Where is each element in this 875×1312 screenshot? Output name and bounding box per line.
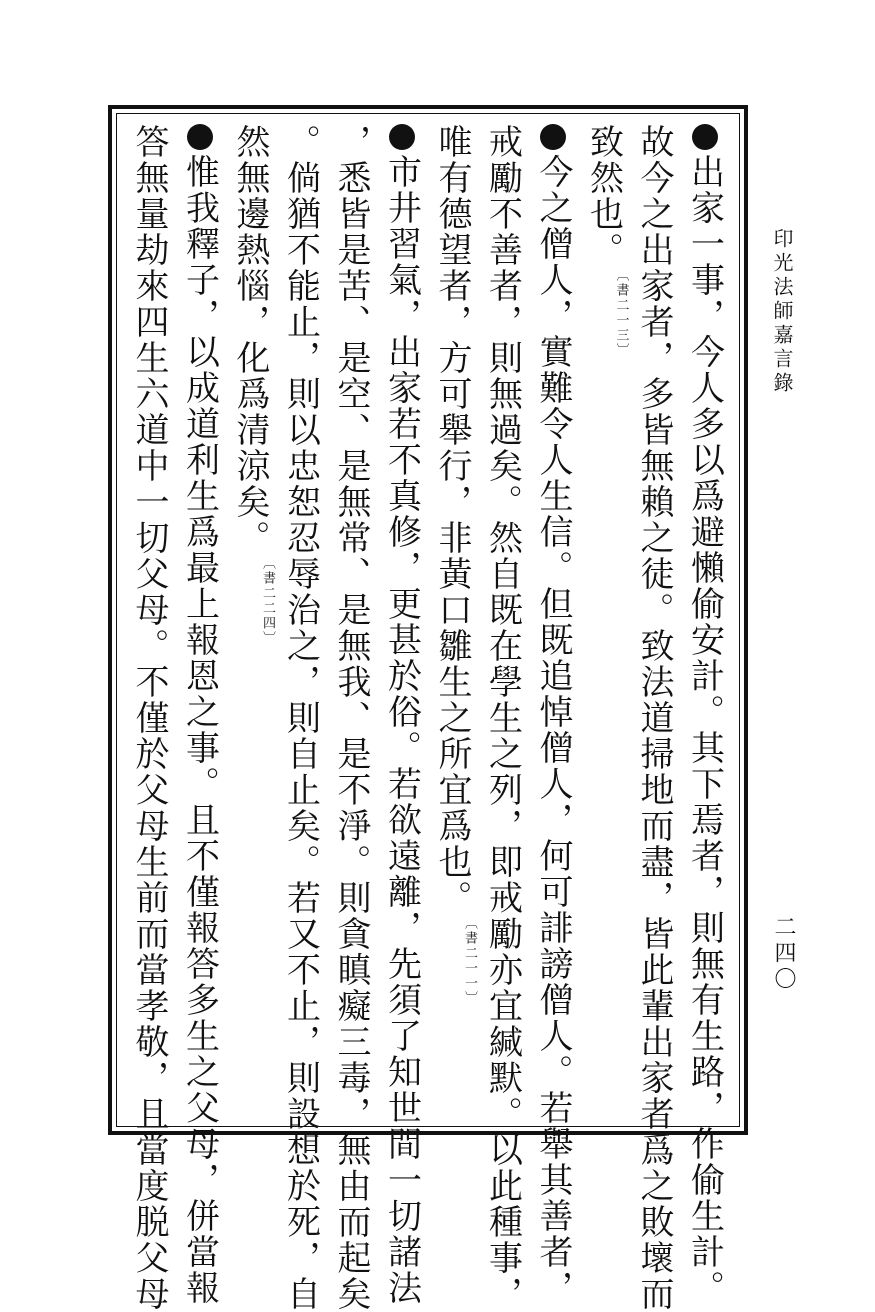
text-column <box>629 124 679 1312</box>
text-column <box>427 124 477 1006</box>
running-header: 印光法師嘉言錄 <box>770 228 794 396</box>
text-column <box>276 124 326 1312</box>
text-column <box>124 124 174 1312</box>
text-column <box>175 124 225 1306</box>
column-text: 出家一事，今人多以爲避懶偷安計。其下焉者，則無有生路，作偷生計。 <box>684 154 725 1306</box>
column-text: 然無邊熱惱，化爲清涼矣。 <box>230 124 270 556</box>
text-column <box>377 124 427 1306</box>
bullet-dot-icon <box>389 124 415 150</box>
column-text: 戒勵不善者，則無過矣。然自既在學生之列，即戒勵亦宜緘默。以此種事， <box>482 124 523 1312</box>
text-column <box>579 124 629 358</box>
source-note: 〔書二一一〕 <box>462 916 477 1006</box>
source-note: 〔書二一三〕 <box>613 268 629 358</box>
column-text: 唯有德望者，方可舉行，非黃口雛生之所宜爲也。 <box>432 124 472 916</box>
text-column <box>528 124 578 1306</box>
bullet-dot-icon <box>692 124 718 150</box>
text-column <box>326 124 376 1312</box>
column-text: 惟我釋子，以成道利生爲最上報恩之事。且不僅報答多生之父母，併當報 <box>179 154 220 1306</box>
column-text: 。倘猶不能止，則以忠恕忍辱治之，則自止矣。若又不止，則設想於死，自 <box>280 124 321 1312</box>
text-column <box>680 124 730 1306</box>
column-text: 致然也。 <box>583 124 624 268</box>
column-text: 市井習氣，出家若不真修，更甚於俗。若欲遠離，先須了知世間一切諸法 <box>381 154 422 1306</box>
text-column <box>478 124 528 1312</box>
text-column <box>225 124 275 646</box>
page-number: 二四〇 <box>771 915 796 993</box>
column-text: 答無量劫來四生六道中一切父母。不僅於父母生前而當孝敬，且當度脱父母 <box>129 124 169 1312</box>
column-text: 今之僧人，實難令人生信。但既追悼僧人，何可誹謗僧人。若舉其善者， <box>533 154 573 1306</box>
column-text: 故今之出家者，多皆無賴之徒。致法道掃地而盡，皆此輩出家者爲之敗壞而 <box>634 124 674 1312</box>
text-body <box>124 124 730 1312</box>
bullet-dot-icon <box>187 124 213 150</box>
column-text: ，悉皆是苦、是空、是無常、是無我、是不淨。則貪瞋癡三毒，無由而起矣 <box>331 124 371 1312</box>
bullet-dot-icon <box>540 124 566 150</box>
source-note: 〔書二二四〕 <box>260 556 275 646</box>
